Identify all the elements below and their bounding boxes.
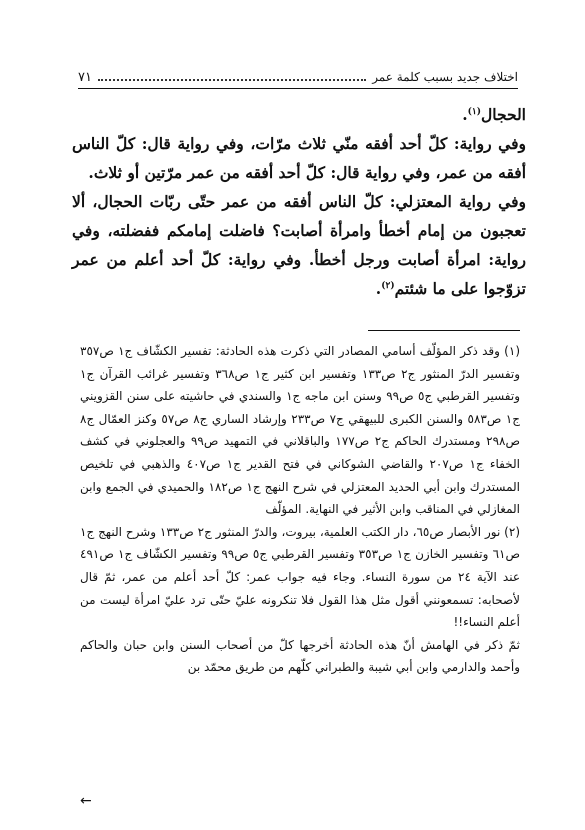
- footnote-1: (١) وقد ذكر المؤلّف أسامي المصادر التي ذكرت هذه الحادثة: تفسير الكشّاف ج١ ص٣٥٧ وتفسير الدرّ المنثور ج٢ ص١٣٣ وتفسير ابن كثير ج١ ص٣٦٨ وتفسير غرائب القرآن ج١ وتفسير القرطبي ج٥ ص٩٩ وسنن ابن ماجه ج١ والسندي في حاشيته على سنن القزويني ج١ ص٥٨٣ والسنن الكبرى للبيهقي ج٧ ص٢٣٣ وإرشاد الساري ج٨ ص٥٧ وكنز العمّال ج٨ ص٢٩٨ ومستدرك الحاكم ج٢ ص١٧٧ والباقلاني في التمهيد ص٩٩ والعجلوني في كشف الخفاء ج١ ص٢٠٧ والقاضي الشوكاني في فتح القدير ج١ ص٤٠٧ والذهبي في تلخيص المستدرك وابن أبي الحديد المعتزلي في شرح النهج ج١ ص١٨٢ والحميدي في الجمع وابن المغازلي في المناقب وابن الأثير في النهاية. المؤلّف: [80, 344, 521, 517]
- paragraph-text: الحجال: [480, 105, 526, 124]
- footnote-marker: (١): [467, 106, 481, 117]
- paragraph-end: .: [375, 279, 382, 298]
- leader-dots: [98, 73, 366, 81]
- paragraph: [72, 187, 526, 303]
- footnotes: [80, 340, 520, 679]
- running-title: اختلاف جديد بسبب كلمة عمر: [372, 70, 518, 84]
- running-header: [78, 66, 518, 88]
- footnote-marker: (٢): [381, 280, 395, 291]
- main-text: [72, 100, 526, 303]
- footnote-2: (٢) نور الأبصار ص٦٥، دار الكتب العلمية، بيروت، والدرّ المنثور ج٢ ص١٣٣ وشرح النهج ج١ ص٦١ وتفسير الخازن ج١ ص٣٥٣ وتفسير القرطبي ج٥ ص٩٩ وتفسير الكشّاف ج١ ص٤٩١ عند الآية ٢٤ من سورة النساء. وجاء فيه جواب عمر: كلّ أحد أعلم من عمر، ثمّ قال لأصحابه: تسمعونني أقول مثل هذا القول فلا تنكرونه عليّ حتّى ترد عليّ امرأة ليست من أعلم النساء!!: [80, 524, 520, 630]
- page-number: ٧١: [78, 69, 92, 85]
- paragraph: وفي رواية: كلّ أحد أفقه منّي ثلاث مرّات، وفي رواية قال: كلّ الناس أفقه من عمر، وفي رواية قال: كلّ أحد أفقه من عمر مرّتين أو ثلاث.: [72, 134, 526, 182]
- footnote-separator: [368, 330, 520, 331]
- paragraph: [72, 100, 526, 129]
- header-rule: [78, 88, 518, 89]
- paragraph-text: وفي رواية المعتزلي: كلّ الناس أفقه من عمر حتّى ربّات الحجال، ألا تعجبون من إمام أخطأ وامرأة أصابت؟ فاضلت إمامكم ففضلته، وفي رواية: امرأة أصابت ورجل أخطأ. وفي رواية: كلّ أحد أعلم من عمر تزوّجوا على ما شئتم: [72, 192, 526, 298]
- paragraph-end: .: [462, 105, 468, 124]
- footnote-2-continuation: ثمّ ذكر في الهامش أنّ هذه الحادثة أخرجها كلّ من أصحاب السنن وابن حبان والحاكم وأحمد والدارمي وابن أبي شيبة والطبراني كلّهم من طريق محمّد بن: [80, 637, 520, 675]
- continuation-arrow-icon: ←: [80, 793, 92, 809]
